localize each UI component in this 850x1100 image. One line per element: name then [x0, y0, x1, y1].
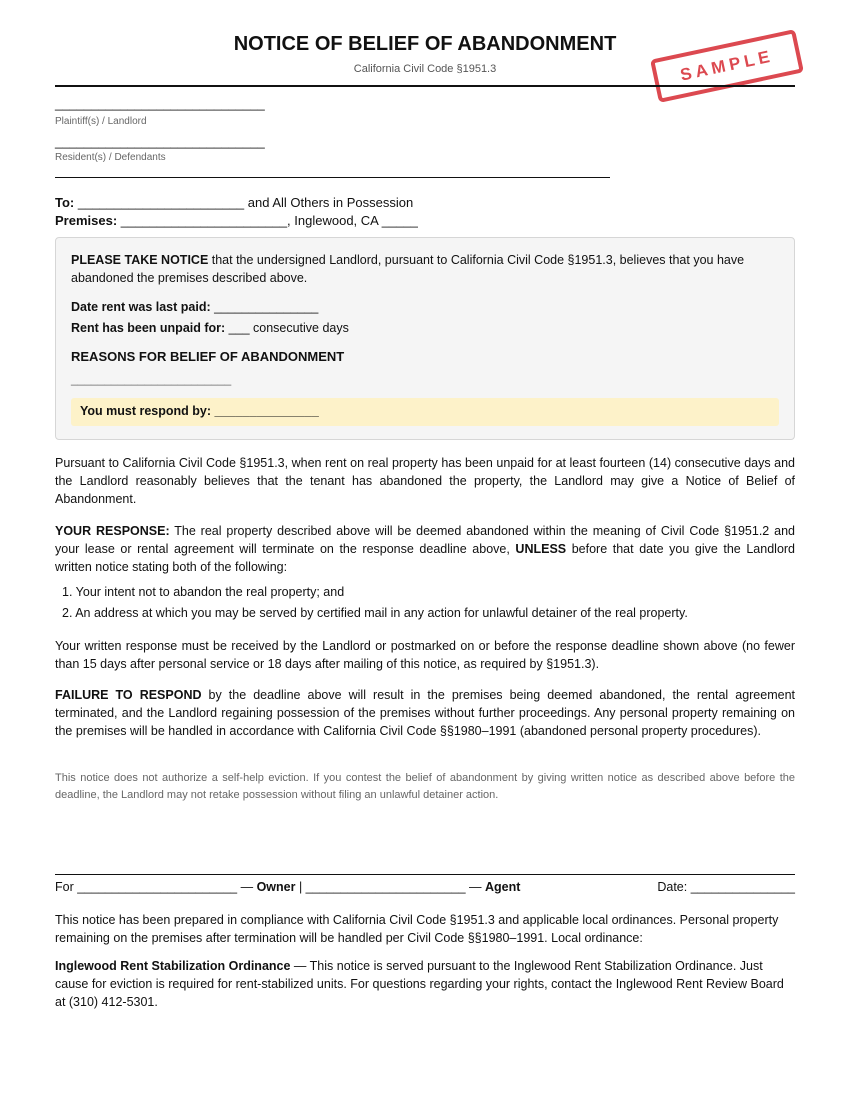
premises-line: [55, 213, 418, 228]
signature-agent: Agent: [485, 880, 521, 894]
response-bold: YOUR RESPONSE:: [55, 524, 170, 538]
signature-date: Date: _______________: [657, 880, 795, 894]
resident-label: Resident(s) / Defendants: [55, 152, 166, 163]
unpaid-value: ___ consecutive days: [225, 321, 349, 335]
to-value: _______________________ and All Others in Possession: [74, 195, 414, 210]
self-help-note: This notice does not authorize a self-help eviction. If you contest the belief of abandonment by giving written notice as described above before the deadline, the Landlord may not retake possession without filing an unlawful detainer action.: [55, 772, 795, 801]
signature-owner: Owner: [256, 880, 296, 894]
failure-text: by the deadline above will result in the premises being deemed abandoned, the rental agreement terminated, and the Landlord regaining possession of the premises without further proceedings. Any personal property remaining on the premises will be handled in accordance with California Civil Code §§1980–1991 (abandoned personal property procedures).: [55, 688, 795, 738]
written-response-paragraph: Your written response must be received by the Landlord or postmarked on or before the response deadline shown above (no fewer than 15 days after personal service or 18 days after mailing of this notice, as required by §1951.3).: [55, 639, 795, 671]
signature-mid: | _______________________ —: [295, 880, 486, 894]
list-item: 2. An address at which you may be served by certified mail in any action for unlawful detainer of the real property.: [62, 606, 688, 620]
ordinance-bold: Inglewood Rent Stabilization Ordinance: [55, 959, 291, 973]
notice-box: [55, 237, 795, 440]
plaintiff-label: Plaintiff(s) / Landlord: [55, 116, 147, 127]
response-text-2: before that date you give the Landlord written notice stating both of the following:: [55, 542, 796, 574]
ordinance-paragraph: [55, 957, 795, 1011]
notice-intro: [71, 251, 771, 287]
ordinance-text: — This notice is served pursuant to the Inglewood Rent Stabilization Ordinance. Just cause for eviction is required for rent-stabilized units. For questions regarding your rights, contact the Inglewood Rent Review Board at (310) 412-5301.: [55, 959, 784, 1009]
response-paragraph: [55, 522, 795, 576]
reasons-heading: REASONS FOR BELIEF OF ABANDONMENT: [71, 349, 345, 364]
rent-paid-label: Date rent was last paid:: [71, 300, 211, 314]
unpaid-line: [71, 319, 771, 337]
notice-intro-text: that the undersigned Landlord, pursuant to California Civil Code §1951.3, believes that you have abandoned the premises described above.: [71, 253, 745, 285]
signature-row: [55, 880, 795, 894]
response-unless: UNLESS: [515, 542, 567, 556]
response-requirements-list: [55, 582, 795, 624]
to-line: [55, 195, 413, 210]
to-label: To:: [55, 195, 75, 210]
unpaid-label: Rent has been unpaid for:: [71, 321, 226, 335]
signature-divider: [55, 874, 795, 875]
document-title: NOTICE OF BELIEF OF ABANDONMENT: [233, 33, 617, 55]
compliance-paragraph: This notice has been prepared in compliance with California Civil Code §1951.3 and applicable local ordinances. Personal property remaining on the premises after termination will be handled per Civil Code §§1980–1991. Local ordinance:: [55, 913, 779, 945]
failure-paragraph: [55, 686, 795, 740]
notice-intro-bold: PLEASE TAKE NOTICE: [71, 253, 209, 267]
resident-blank: _____________________________: [55, 134, 265, 149]
premises-label: Premises:: [55, 213, 118, 228]
premises-value: _______________________, Inglewood, CA _____: [117, 213, 418, 228]
reasons-blank: ________________________: [71, 372, 232, 386]
list-item: 1. Your intent not to abandon the real property; and: [62, 585, 345, 599]
rent-paid-value: _______________: [210, 300, 319, 314]
rent-paid-line: [71, 298, 771, 316]
intro-paragraph: Pursuant to California Civil Code §1951.3, when rent on real property has been unpaid for at least fourteen (14) consecutive days and the Landlord reasonably believes that the tenant has abandoned the property, the Landlord may give a Notice of Belief of Abandonment.: [55, 456, 795, 506]
document-subtitle: California Civil Code §1951.3: [353, 63, 497, 75]
plaintiff-blank: _____________________________: [55, 96, 265, 111]
respond-by-callout: You must respond by: _______________: [71, 398, 779, 426]
signature-for: For _______________________ —: [55, 880, 257, 894]
parties-divider: [55, 177, 610, 178]
sample-stamp: SAMPLE: [650, 29, 804, 103]
header-divider: [55, 85, 795, 87]
response-text-1: The real property described above will be deemed abandoned within the meaning of Civil Code §1951.2 and your lease or rental agreement will terminate on the response deadline above,: [55, 524, 795, 556]
failure-bold: FAILURE TO RESPOND: [55, 688, 202, 702]
